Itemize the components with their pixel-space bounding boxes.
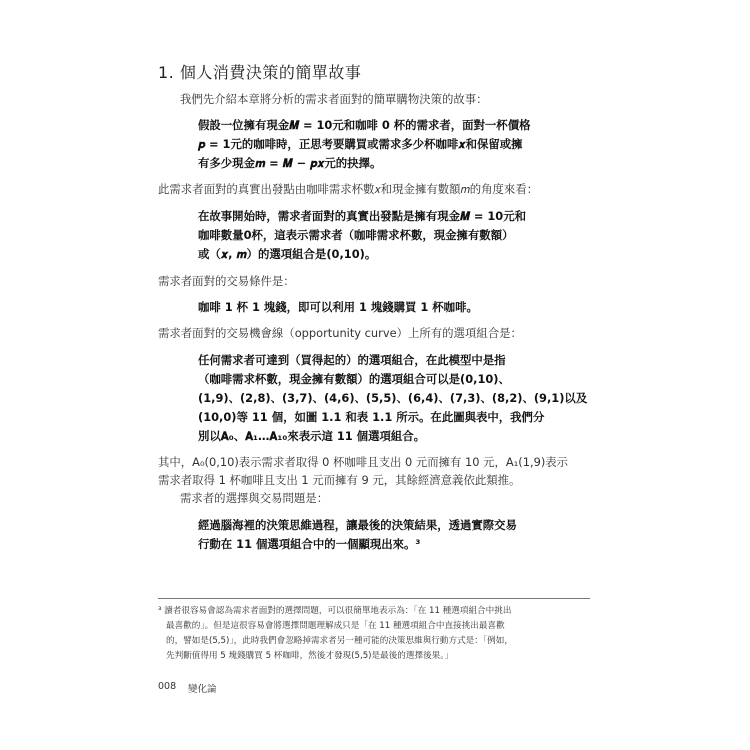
story-line-2: 𝒑 = 1元的咖啡時，正思考要購買或需求多少杯咖啡𝒙和保留或擁 xyxy=(198,137,523,151)
section-title: 1. 個人消費決策的簡單故事 xyxy=(158,63,362,82)
running-title: 變化論 xyxy=(188,684,217,695)
footnote-line-2: 最喜歡的」。但是這很容易會將選擇問題理解成只是「在 11 種選項組合中直接挑出最喜歡 xyxy=(166,621,505,631)
story-line-1: 假設一位擁有現金𝑴 = 10元和咖啡 0 杯的需求者，面對一杯價格 xyxy=(198,118,531,132)
paragraph-opportunity-curve: 需求者面對的交易機會線（opportunity curve）上所有的選項組合是： xyxy=(158,326,522,340)
footnote-divider xyxy=(158,598,590,599)
explanation-line-2: 需求者取得 1 杯咖啡且支出 1 元而擁有 9 元，其餘經濟意義依此類推。 xyxy=(158,473,521,487)
footnote-line-3: 的，譬如是(5,5)」，此時我們會忽略掉需求者另一種可能的決策思維與行動方式是：「例如， xyxy=(166,636,513,646)
options-line-5: 別以𝐀₀、𝐀₁…𝐀₁₀來表示這 11 個選項組合。 xyxy=(198,429,426,443)
options-line-4: (10,0)等 11 個，如圖 1.1 和表 1.1 所示。在此圖與表中，我們分 xyxy=(198,410,545,424)
start-line-1: 在故事開始時，需求者面對的真實出發點是擁有現金𝑴 = 10元和 xyxy=(198,209,527,223)
start-line-2: 咖啡數量0杯，這表示需求者（咖啡需求杯數，現金擁有數額） xyxy=(198,228,514,242)
paragraph-trade-terms: 需求者面對的交易條件是： xyxy=(158,274,295,288)
options-line-2: （咖啡需求杯數，現金擁有數額）的選項組合可以是(0,10)、 xyxy=(198,372,510,386)
story-line-3: 有多少現金𝒎 = 𝑴 − 𝒑𝒙元的抉擇。 xyxy=(198,156,382,170)
footnote-line-1: ³ 讀者很容易會認為需求者面對的選擇問題，可以很簡單地表示為：「在 11 種選項組合中挑出 xyxy=(158,606,512,616)
options-line-1: 任何需求者可達到（買得起的）的選項組合，在此模型中是指 xyxy=(198,353,506,367)
intro-paragraph: 我們先介紹本章將分析的需求者面對的簡單購物決策的故事： xyxy=(180,92,488,106)
explanation-line-1: 其中，A₀(0,10)表示需求者取得 0 杯咖啡且支出 0 元而擁有 10 元，A₁(1,9)表示 xyxy=(158,455,569,469)
choice-line-2: 行動在 11 個選項組合中的一個顯現出來。³ xyxy=(198,537,421,551)
trade-terms-line: 咖啡 1 杯 1 塊錢，即可以利用 1 塊錢購買 1 杯咖啡。 xyxy=(198,300,478,314)
paragraph-starting-point: 此需求者面對的真實出發點由咖啡需求杯數𝑥和現金擁有數額𝑚的角度來看： xyxy=(158,182,539,196)
start-line-3: 或（𝒙, 𝒎）的選項組合是(0,10)。 xyxy=(198,247,377,261)
footnote-line-4: 先判斷值得用 5 塊錢購買 5 杯咖啡，然後才發現(5,5)是最後的選擇後果。」 xyxy=(166,651,454,661)
paragraph-choice-problem: 需求者的選擇與交易問題是： xyxy=(180,491,329,505)
options-line-3: (1,9)、(2,8)、(3,7)、(4,6)、(5,5)、(6,4)、(7,3)、(8,2)、(9,1)以及 xyxy=(198,391,588,405)
page-number: 008 xyxy=(158,681,177,692)
choice-line-1: 經過腦海裡的決策思維過程，讓最後的決策結果，透過實際交易 xyxy=(198,518,517,532)
